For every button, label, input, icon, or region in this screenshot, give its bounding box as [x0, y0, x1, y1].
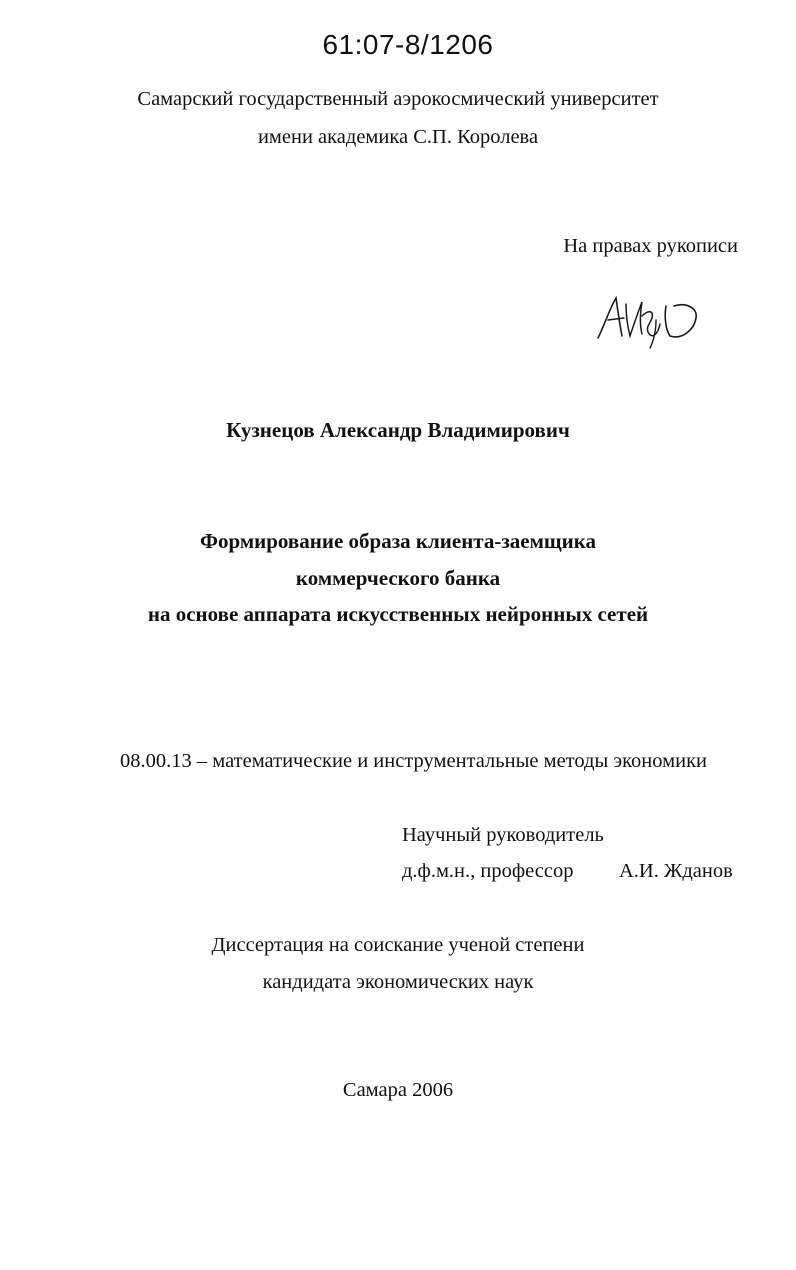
specialty-code: 08.00.13 – математические и инструментальные методы экономики	[120, 750, 708, 772]
catalog-code: 61:07-8/1206	[322, 29, 494, 60]
degree-statement-line-2: кандидата экономических наук	[262, 971, 534, 993]
dissertation-title-line-3: на основе аппарата искусственных нейронных сетей	[147, 602, 649, 626]
university-name-line-2: имени академика С.П. Королева	[257, 126, 539, 148]
dissertation-title-line-2: коммерческого банка	[295, 566, 501, 590]
university-name-line-1: Самарский государственный аэрокосмический университет	[137, 88, 659, 110]
supervisor-label: Научный руководитель	[402, 824, 604, 846]
city-year: Самара 2006	[342, 1079, 454, 1101]
handwritten-signature	[590, 290, 710, 352]
supervisor-name: А.И. Жданов	[619, 860, 733, 882]
supervisor-degree: д.ф.м.н., профессор	[402, 860, 574, 882]
author-name: Кузнецов Александр Владимирович	[226, 418, 570, 442]
degree-statement-line-1: Диссертация на соискание ученой степени	[211, 934, 585, 956]
manuscript-rights-note: На правах рукописи	[563, 235, 738, 257]
dissertation-title-line-1: Формирование образа клиента-заемщика	[199, 529, 597, 553]
